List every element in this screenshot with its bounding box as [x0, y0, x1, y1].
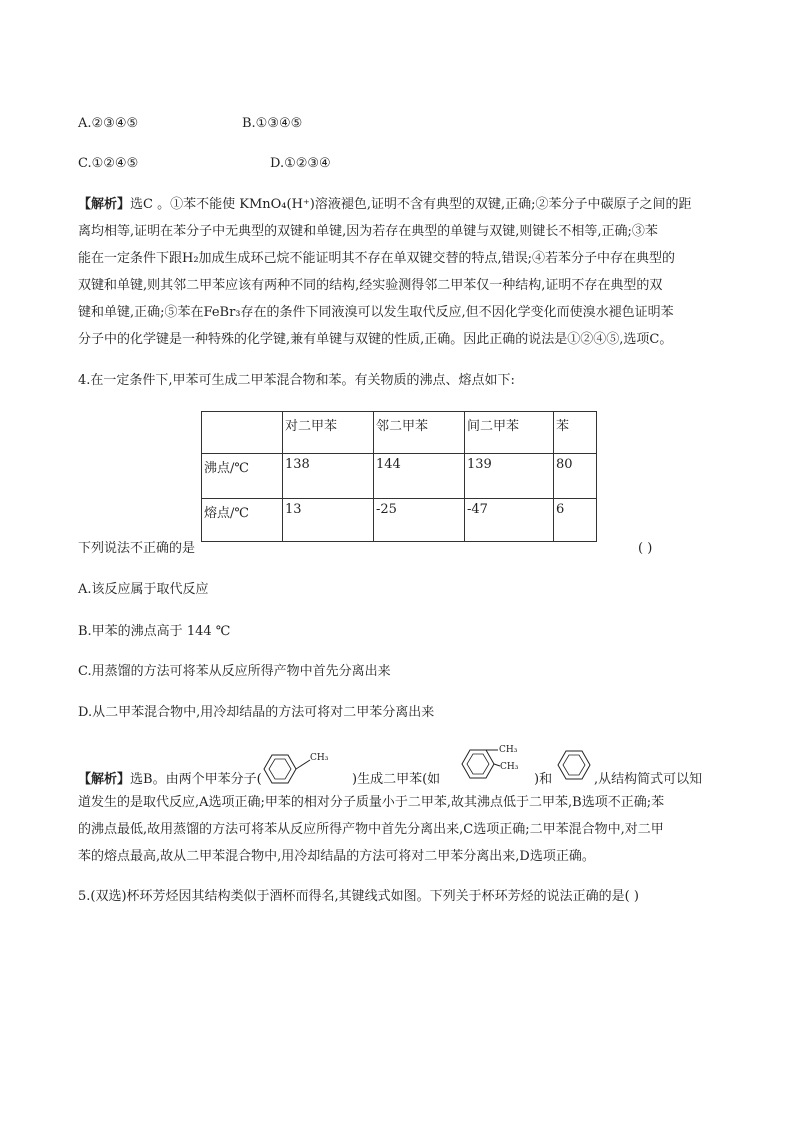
table-cell: 138 [283, 454, 374, 499]
q4-stem: 4.在一定条件下,甲苯可生成二甲苯混合物和苯。有关物质的沸点、熔点如下: [78, 373, 515, 388]
table-cell: 144 [374, 454, 465, 499]
table-header-cell: 对二甲苯 [283, 412, 374, 454]
o-xylene-structure [456, 740, 526, 786]
toluene-structure [258, 748, 328, 788]
table-header-cell: 间二甲苯 [465, 412, 554, 454]
q4-option-c: C.用蒸馏的方法可将苯从反应所得产物中首先分离出来 [78, 664, 391, 679]
table-header-row [202, 412, 597, 454]
ch3-label: CH₃ [310, 753, 329, 763]
table-cell: 13 [283, 499, 374, 542]
ch3-label: CH₃ [500, 762, 519, 772]
q4-question: 下列说法不正确的是 [78, 541, 196, 556]
q4-analysis-line-1d: ,从结构简式可以知 [594, 772, 703, 787]
table-cell: 80 [554, 454, 597, 499]
table-row [202, 499, 597, 542]
q3-option-c: C.①②④⑤ [78, 156, 139, 171]
q3-analysis-line-3: 能在一定条件下跟H₂加成生成环己烷不能证明其不存在单双键交替的特点,错误;④若苯分子中存在典型的 [78, 251, 676, 266]
table-cell: 139 [465, 454, 554, 499]
table-cell: -25 [374, 499, 465, 542]
q4-analysis-line-1c: )和 [534, 772, 553, 787]
q4-analysis-line-2: 道发生的是取代反应,A选项正确;甲苯的相对分子质量小于二甲苯,故其沸点低于二甲苯,B选项不正确;苯 [78, 795, 665, 810]
table-cell: 6 [554, 499, 597, 542]
q3-option-d: D.①②③④ [270, 156, 331, 171]
q3-analysis-line-4: 双键和单键,则其邻二甲苯应该有两种不同的结构,经实验测得邻二甲苯仅一种结构,证明不存在典型的双 [78, 278, 663, 293]
q4-analysis-line-3: 的沸点最低,故用蒸馏的方法可将苯从反应所得产物中首先分离出来,C选项正确;二甲苯混合物中,对二甲 [78, 822, 664, 837]
properties-table [201, 411, 597, 542]
q3-analysis-line-5: 键和单键,正确;⑤苯在FeBr₃存在的条件下同液溴可以发生取代反应,但不因化学变化而使溴水褪色证明苯 [78, 305, 674, 320]
analysis-tag: 【解析】 [78, 772, 131, 787]
table-row-label: 熔点/℃ [202, 499, 283, 542]
benzene-structure [554, 744, 596, 786]
q4-analysis-line-1a: 【解析】选B。由两个甲苯分子( [78, 772, 262, 787]
q3-analysis-line-1: 【解析】选C 。①苯不能使 KMnO₄(H⁺)溶液褪色,证明不含有典型的双键,正确;②苯分子中碳原子之间的距 [78, 197, 692, 212]
table-row [202, 454, 597, 499]
q4-option-a: A.该反应属于取代反应 [78, 582, 209, 597]
q5-stem: 5.(双选)杯环芳烃因其结构类似于酒杯而得名,其键线式如图。下列关于杯环芳烃的说法正确的是( ) [78, 889, 639, 904]
table-cell [202, 412, 283, 454]
q4-analysis-line-4: 苯的熔点最高,故从二甲苯混合物中,用冷却结晶的方法可将对二甲苯分离出来,D选项正确。 [78, 849, 595, 864]
q4-option-d: D.从二甲苯混合物中,用冷却结晶的方法可将对二甲苯分离出来 [78, 705, 435, 720]
q3-analysis-line-2: 离均相等,证明在苯分子中无典型的双键和单键,因为若存在典型的单键与双键,则键长不相等,正确;③苯 [78, 224, 658, 239]
answer-paren: ( ) [638, 541, 653, 556]
q3-option-b: B.①③④⑤ [242, 116, 303, 131]
table-header-cell: 苯 [554, 412, 597, 454]
q3-option-a: A.②③④⑤ [78, 116, 139, 131]
ch3-label: CH₃ [499, 745, 518, 755]
table-row-label: 沸点/℃ [202, 454, 283, 499]
table-header-cell: 邻二甲苯 [374, 412, 465, 454]
analysis-tag: 【解析】 [78, 197, 131, 212]
q3-analysis-line-6: 分子中的化学键是一种特殊的化学键,兼有单键与双键的性质,正确。因此正确的说法是①②④⑤,选项C。 [78, 332, 673, 347]
q4-option-b: B.甲苯的沸点高于 144 ℃ [78, 624, 231, 639]
table-cell: -47 [465, 499, 554, 542]
q4-analysis-line-1b: )生成二甲苯(如 [352, 772, 441, 787]
